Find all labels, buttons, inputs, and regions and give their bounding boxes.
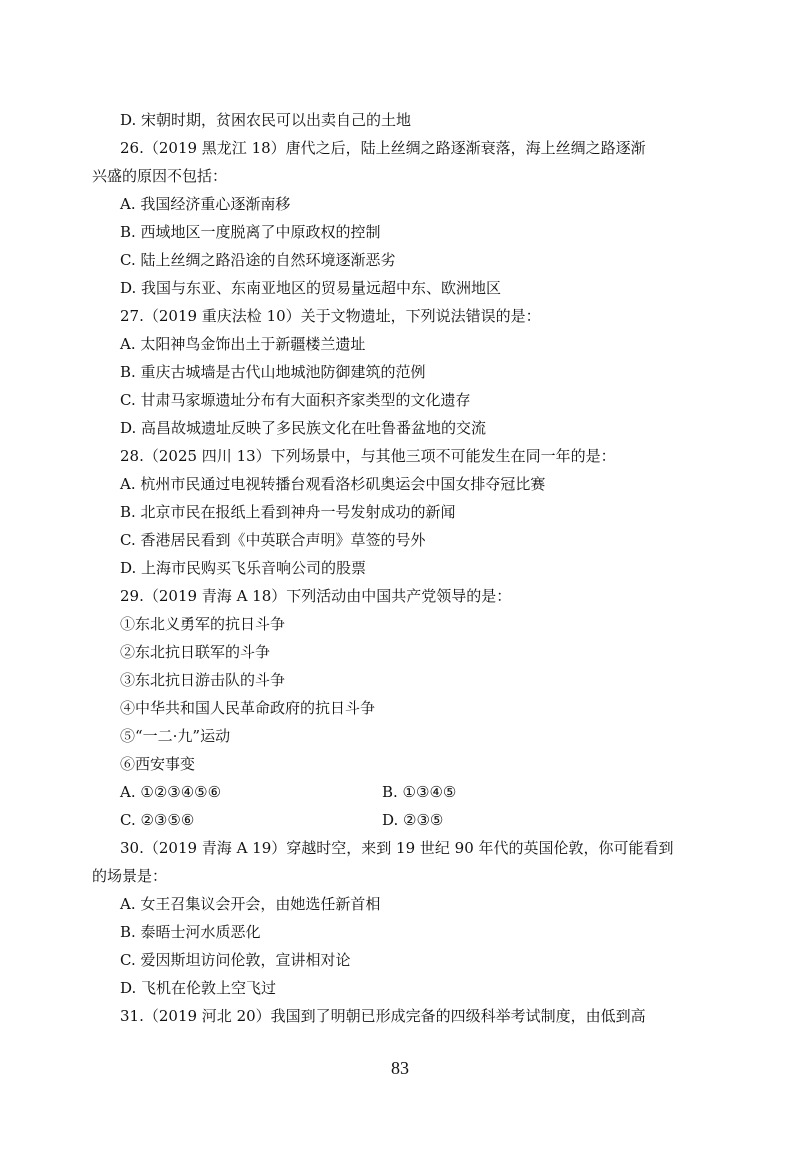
q30-option-a: A. 女王召集议会开会，由她选任新首相	[120, 895, 381, 913]
q28-option-d: D. 上海市民购买飞乐音响公司的股票	[120, 559, 367, 577]
q27-option-d: D. 高昌故城遗址反映了多民族文化在吐鲁番盆地的交流	[120, 419, 487, 437]
q28-option-a: A. 杭州市民通过电视转播台观看洛杉矶奥运会中国女排夺冠比赛	[120, 475, 546, 493]
q30-option-d: D. 飞机在伦敦上空飞过	[120, 979, 277, 997]
page-number: 83	[391, 1058, 409, 1078]
q31-stem: 31.（2019 河北 20）我国到了明朝已形成完备的四级科举考试制度，由低到高	[120, 1007, 646, 1025]
q29-option-c: C. ②③⑤⑥	[120, 811, 195, 829]
q30-option-b: B. 泰晤士河水质恶化	[120, 923, 261, 941]
q26-stem-cont: 兴盛的原因不包括：	[92, 167, 228, 185]
q29-option-a: A. ①②③④⑤⑥	[120, 783, 222, 801]
q30-stem: 30.（2019 青海 A 19）穿越时空，来到 19 世纪 90 年代的英国伦敦，你可能看到	[120, 839, 674, 857]
q30-option-c: C. 爱因斯坦访问伦敦，宣讲相对论	[120, 951, 351, 969]
q27-option-b: B. 重庆古城墙是古代山地城池防御建筑的范例	[120, 363, 426, 381]
q28-stem: 28.（2025 四川 13）下列场景中，与其他三项不可能发生在同一年的是：	[120, 447, 616, 465]
q29-item-3: ③东北抗日游击队的斗争	[120, 671, 286, 689]
q25-option-d: D. 宋朝时期，贫困农民可以出卖自己的土地	[120, 111, 412, 129]
q29-item-2: ②东北抗日联军的斗争	[120, 643, 271, 661]
q26-option-b: B. 西域地区一度脱离了中原政权的控制	[120, 223, 381, 241]
q29-option-b: B. ①③④⑤	[382, 783, 457, 801]
q29-option-d: D. ②③⑤	[382, 811, 444, 829]
q29-item-4: ④中华共和国人民革命政府的抗日斗争	[120, 699, 376, 717]
q28-option-b: B. 北京市民在报纸上看到神舟一号发射成功的新闻	[120, 503, 456, 521]
q29-item-6: ⑥西安事变	[120, 755, 196, 773]
q26-stem: 26.（2019 黑龙江 18）唐代之后，陆上丝绸之路逐渐衰落，海上丝绸之路逐渐	[120, 139, 646, 157]
q29-stem: 29.（2019 青海 A 18）下列活动由中国共产党领导的是：	[120, 587, 512, 605]
q30-stem-cont: 的场景是：	[92, 867, 168, 885]
q27-option-a: A. 太阳神鸟金饰出土于新疆楼兰遗址	[120, 335, 366, 353]
q27-option-c: C. 甘肃马家塬遗址分布有大面积齐家类型的文化遗存	[120, 391, 471, 409]
q26-option-d: D. 我国与东亚、东南亚地区的贸易量远超中东、欧洲地区	[120, 279, 502, 297]
q29-item-1: ①东北义勇军的抗日斗争	[120, 615, 286, 633]
q28-option-c: C. 香港居民看到《中英联合声明》草签的号外	[120, 531, 426, 549]
q26-option-a: A. 我国经济重心逐渐南移	[120, 195, 291, 213]
q29-item-5: ⑤“一二·九”运动	[120, 727, 231, 745]
q27-stem: 27.（2019 重庆法检 10）关于文物遗址，下列说法错误的是：	[120, 307, 541, 325]
q26-option-c: C. 陆上丝绸之路沿途的自然环境逐渐恶劣	[120, 251, 396, 269]
